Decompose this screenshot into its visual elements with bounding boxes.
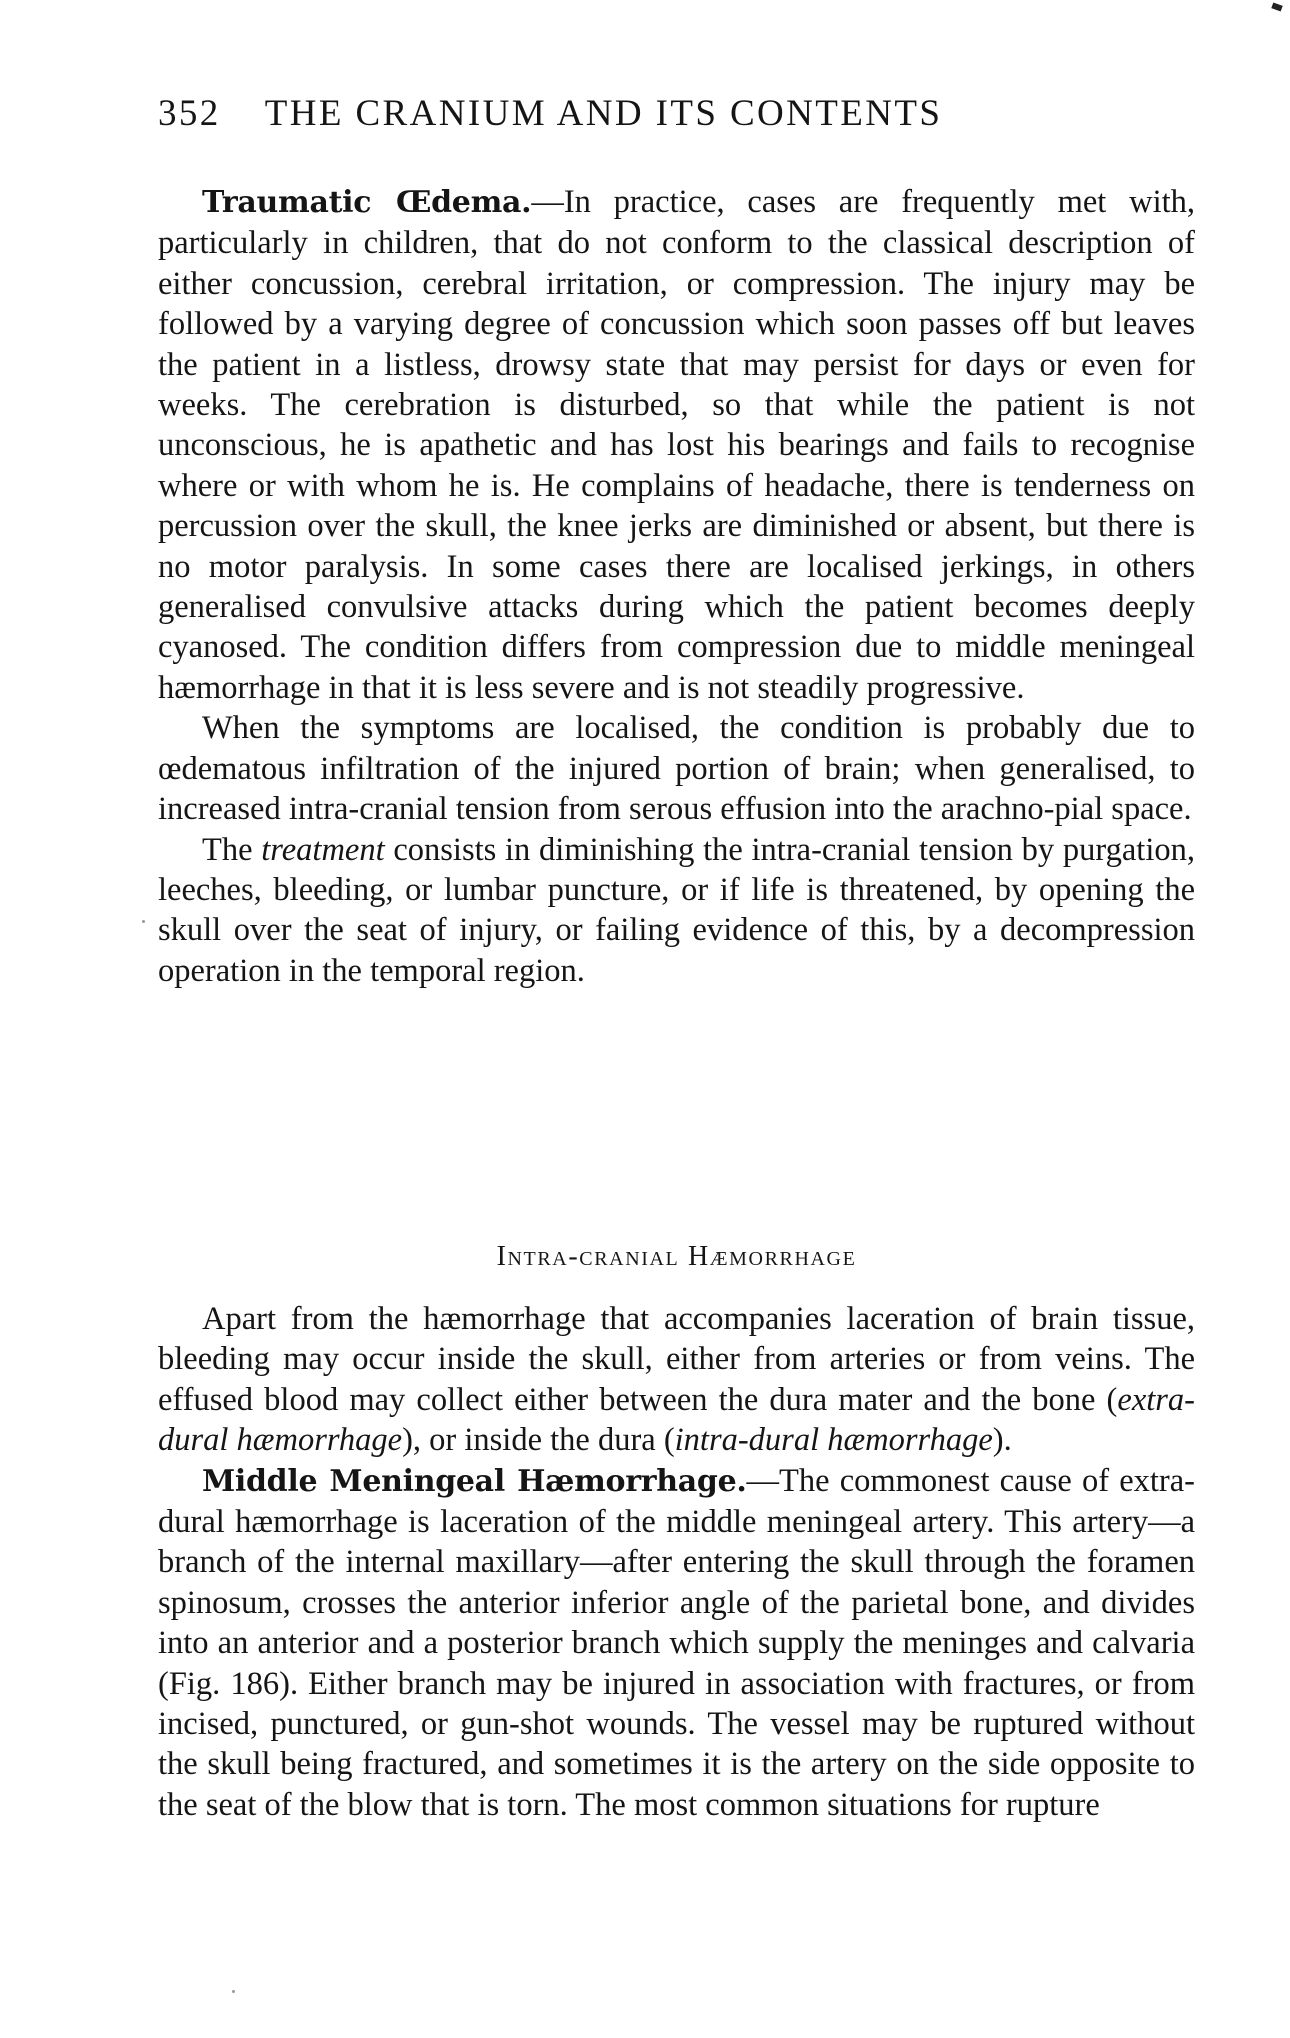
italic-term: treatment — [261, 831, 385, 868]
paragraph-text: consists in diminishing the intra-cranial tension by purgation, leeches, bleeding, or lumbar puncture, or if life is threatened, by opening the skull over the seat of injury, or failing evidence of this, by a decompression operation in the temporal region. — [158, 831, 1195, 989]
intracranial-haemorrhage-section — [158, 1299, 1195, 1825]
page-number: 352 — [158, 93, 221, 134]
paragraph — [158, 830, 1195, 992]
paragraph-text: ). — [992, 1422, 1012, 1459]
running-header — [158, 92, 1198, 136]
traumatic-oedema-section — [158, 182, 1195, 991]
paragraph-text: The — [202, 831, 262, 868]
italic-term: intra-dural hæmorrhage — [674, 1422, 993, 1459]
italic-term: extra-dural hæmorrhage — [158, 1381, 1195, 1459]
scan-speck — [142, 920, 145, 923]
paragraph-text: ), or inside the dura ( — [402, 1422, 675, 1459]
paragraph-text: —In practice, cases are frequently met with, particularly in children, that do not conform to the classical description of either concussion, cerebral irritation, or compression. The injury may be followed by a varying degree of concussion which soon passes off but leaves the patient in a listless, drowsy state that may persist for days or even for weeks. The cerebration is disturbed, so that while the patient is not unconscious, he is apathetic and has lost his bearings and fails to recognise where or with whom he is. He complains of headache, there is tenderness on percussion over the skull, the knee jerks are diminished or absent, but there is no motor paralysis. In some cases there are localised jerkings, in others generalised convulsive attacks during which the patient becomes deeply cyanosed. The condition differs from compression due to middle meningeal hæmorrhage in that it is less severe and is not steadily progressive. — [158, 184, 1196, 706]
paragraph — [158, 708, 1195, 829]
run-in-heading: Middle Meningeal Hæmorrhage. — [202, 1463, 747, 1499]
paragraph-text: —The commonest cause of extra-dural hæmorrhage is laceration of the middle meningeal artery. This artery—a branch of the internal maxillary—after entering the skull through the foramen spinosum, crosses the anterior inferior angle of the parietal bone, and divides into an anterior and a posterior branch which supply the meninges and calvaria (Fig. 186). Either branch may be injured in association with fractures, or from incised, punctured, or gun-shot wounds. The vessel may be ruptured without the skull being fractured, and sometimes it is the artery on the side opposite to the seat of the blow that is torn. The most common situations for rupture — [158, 1462, 1195, 1823]
paragraph — [158, 182, 1195, 708]
paragraph — [158, 1461, 1195, 1826]
paragraph-text: When the symptoms are localised, the condition is probably due to œdematous infiltration of the injured portion of brain; when generalised, to increased intra-cranial tension from serous effusion into the arachno-pial space. — [158, 710, 1195, 828]
running-title: THE CRANIUM AND ITS CONTENTS — [264, 93, 943, 134]
scan-speck — [232, 1990, 235, 1993]
scan-corner-mark — [1271, 2, 1282, 11]
paragraph-text: Apart from the hæmorrhage that accompanies laceration of brain tissue, bleeding may occur inside the skull, either from arteries or from veins. The effused blood may collect either between the dura mater and the bone ( — [158, 1301, 1195, 1418]
paragraph — [158, 1299, 1195, 1461]
run-in-heading: Traumatic Œdema. — [202, 185, 532, 220]
section-heading: Intra-cranial Hæmorrhage — [496, 1241, 857, 1272]
